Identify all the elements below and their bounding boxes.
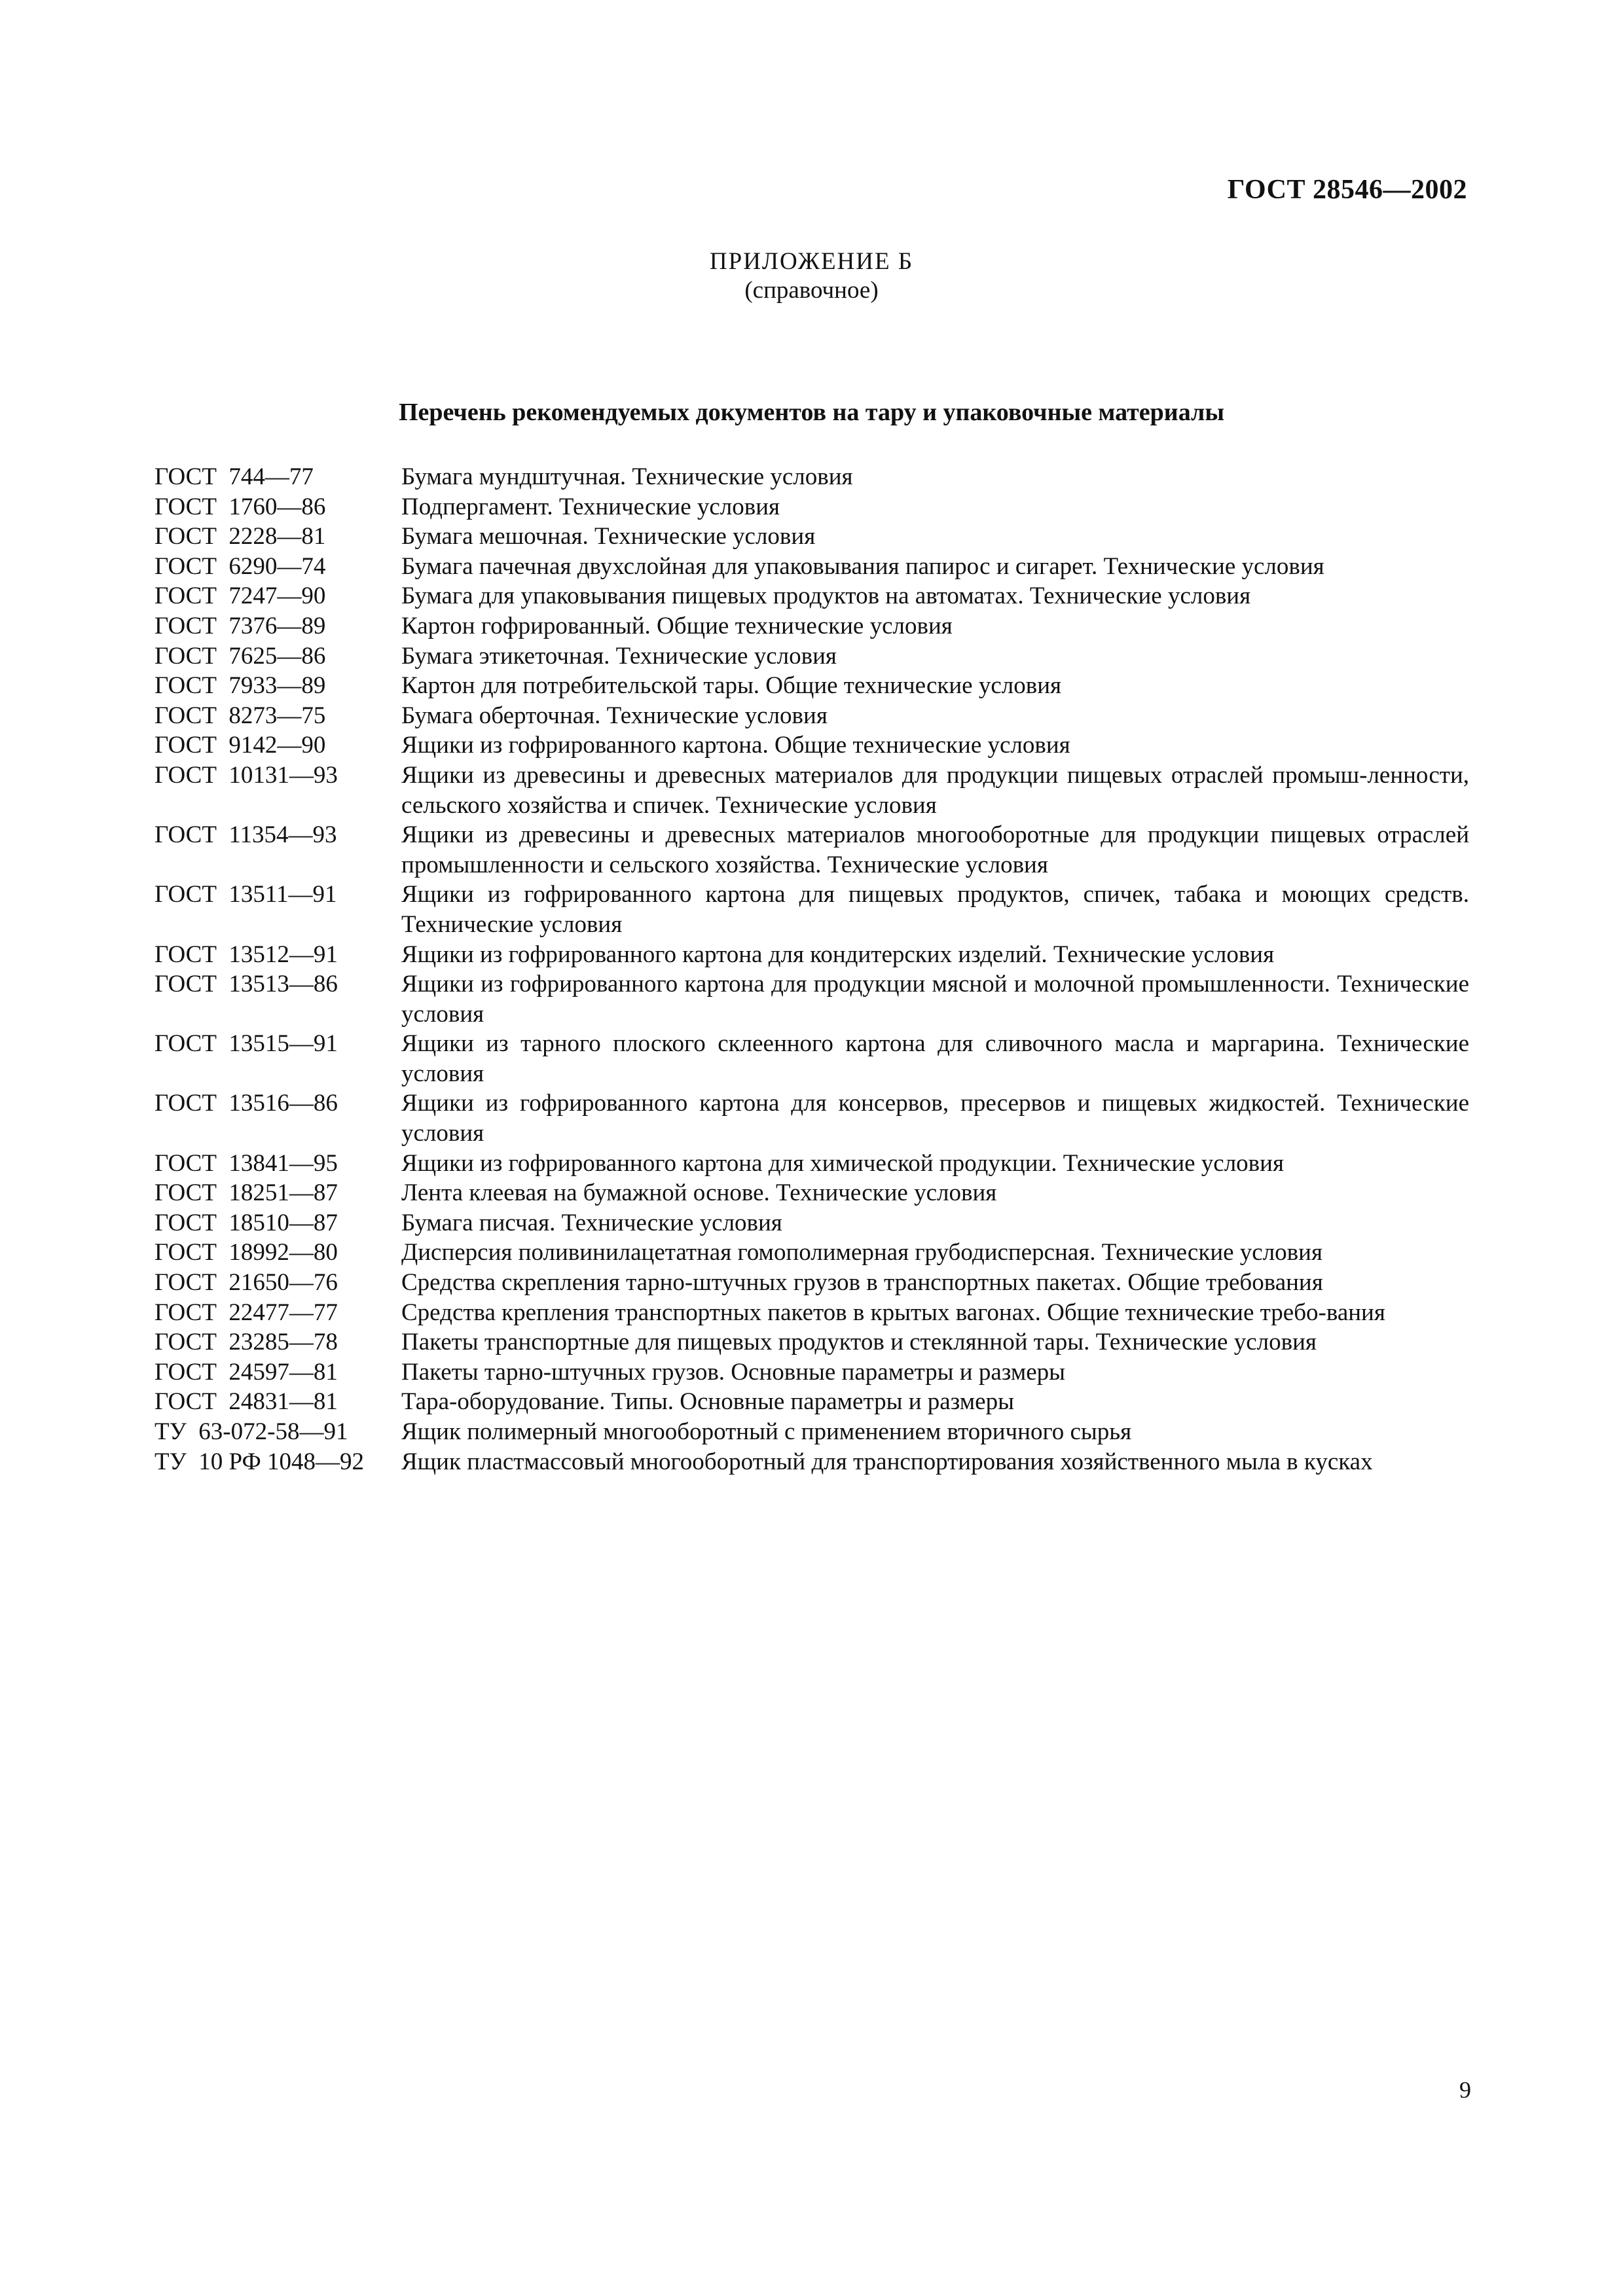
document-row bbox=[155, 671, 1469, 701]
document-row bbox=[155, 1417, 1469, 1447]
document-title: Средства скрепления тарно-штучных грузов в транспортных пакетах. Общие требования bbox=[401, 1269, 1323, 1297]
document-list bbox=[155, 462, 1469, 1477]
document-title: Пакеты транспортные для пищевых продуктов и стеклянной тары. Технические условия bbox=[401, 1329, 1317, 1356]
document-title: Ящик полимерный многооборотный с применением вторичного сырья bbox=[401, 1418, 1132, 1445]
document-row bbox=[155, 969, 1469, 1029]
document-code: ГОСТ 7933—89 bbox=[155, 672, 326, 700]
document-code: ГОСТ 10131—93 bbox=[155, 761, 338, 789]
document-code: ГОСТ 7247—90 bbox=[155, 583, 326, 610]
document-row bbox=[155, 552, 1469, 582]
document-code: ГОСТ 24831—81 bbox=[155, 1388, 338, 1416]
document-code: ГОСТ 18510—87 bbox=[155, 1209, 338, 1236]
document-code: ГОСТ 6290—74 bbox=[155, 552, 326, 580]
document-row bbox=[155, 522, 1469, 552]
document-row bbox=[155, 730, 1469, 761]
document-title: Ящики из тарного плоского склеенного картона для сливочного масла и маргарина. Технические условия bbox=[401, 1030, 1469, 1087]
document-title: Ящики из гофрированного картона для консервов, пресервов и пищевых жидкостей. Технические условия bbox=[401, 1090, 1469, 1147]
document-code: ГОСТ 744—77 bbox=[155, 463, 314, 490]
document-code: ГОСТ 1760—86 bbox=[155, 493, 326, 520]
document-title: Тара-оборудование. Типы. Основные параметры и размеры bbox=[401, 1388, 1014, 1416]
document-row bbox=[155, 1447, 1469, 1477]
document-title: Ящики из гофрированного картона. Общие технические условия bbox=[401, 732, 1070, 759]
document-row bbox=[155, 1029, 1469, 1088]
document-code: ГОСТ 22477—77 bbox=[155, 1299, 338, 1326]
document-title: Ящики из гофрированного картона для пищевых продуктов, спичек, табака и моющих средств. Технические условия bbox=[401, 881, 1469, 938]
document-title: Бумага писчая. Технические условия bbox=[401, 1209, 782, 1236]
document-code: ГОСТ 13512—91 bbox=[155, 941, 338, 968]
document-row bbox=[155, 1268, 1469, 1298]
document-row bbox=[155, 462, 1469, 492]
document-row bbox=[155, 1387, 1469, 1417]
document-code: ГОСТ 7376—89 bbox=[155, 612, 326, 639]
document-row bbox=[155, 641, 1469, 672]
standard-designation: ГОСТ 28546—2002 bbox=[1227, 175, 1467, 205]
document-title: Бумага этикеточная. Технические условия bbox=[401, 642, 837, 670]
document-row bbox=[155, 581, 1469, 611]
document-row bbox=[155, 1208, 1469, 1238]
document-code: ГОСТ 8273—75 bbox=[155, 702, 326, 729]
document-row bbox=[155, 701, 1469, 731]
document-row bbox=[155, 1238, 1469, 1268]
document-title: Бумага для упаковывания пищевых продуктов на автоматах. Технические условия bbox=[401, 583, 1251, 610]
document-code: ГОСТ 18992—80 bbox=[155, 1239, 338, 1266]
document-code: ГОСТ 13513—86 bbox=[155, 971, 338, 998]
document-title: Картон гофрированный. Общие технические условия bbox=[401, 612, 953, 639]
document-title: Средства крепления транспортных пакетов в крытых вагонах. Общие технические требо-вания bbox=[401, 1299, 1385, 1326]
appendix-subtitle: (справочное) bbox=[744, 277, 879, 304]
document-title: Подпергамент. Технические условия bbox=[401, 493, 780, 520]
document-code: ТУ 63-072-58—91 bbox=[155, 1418, 348, 1445]
list-heading: Перечень рекомендуемых документов на тару и упаковочные материалы bbox=[398, 399, 1225, 426]
page-number: 9 bbox=[1459, 2077, 1471, 2103]
document-row bbox=[155, 492, 1469, 522]
document-row bbox=[155, 940, 1469, 970]
document-code: ГОСТ 9142—90 bbox=[155, 732, 326, 759]
document-row bbox=[155, 880, 1469, 939]
document-code: ГОСТ 13516—86 bbox=[155, 1090, 338, 1117]
document-code: ГОСТ 24597—81 bbox=[155, 1358, 338, 1386]
document-row bbox=[155, 820, 1469, 880]
document-title: Ящики из гофрированного картона для продукции мясной и молочной промышленности. Технические условия bbox=[401, 971, 1469, 1028]
document-row bbox=[155, 1088, 1469, 1148]
document-title: Ящики из древесины и древесных материалов для продукции пищевых отраслей промыш-ленности, сельского хозяйства и спичек. Технические условия bbox=[401, 761, 1469, 819]
document-title: Бумага мешочная. Технические условия bbox=[401, 523, 816, 550]
document-title: Дисперсия поливинилацетатная гомополимерная грубодисперсная. Технические условия bbox=[401, 1239, 1322, 1266]
document-title: Ящики из гофрированного картона для кондитерских изделий. Технические условия bbox=[401, 941, 1275, 968]
document-code: ТУ 10 РФ 1048—92 bbox=[155, 1448, 364, 1475]
document-code: ГОСТ 13515—91 bbox=[155, 1030, 338, 1058]
document-row bbox=[155, 1327, 1469, 1357]
document-title: Бумага мундштучная. Технические условия bbox=[401, 463, 853, 490]
document-title: Ящики из гофрированного картона для химической продукции. Технические условия bbox=[401, 1149, 1284, 1177]
document-title: Пакеты тарно-штучных грузов. Основные параметры и размеры bbox=[401, 1358, 1066, 1386]
document-title: Лента клеевая на бумажной основе. Технические условия bbox=[401, 1179, 997, 1207]
document-row bbox=[155, 1149, 1469, 1179]
document-title: Бумага оберточная. Технические условия bbox=[401, 702, 828, 729]
document-code: ГОСТ 23285—78 bbox=[155, 1329, 338, 1356]
appendix-title: ПРИЛОЖЕНИЕ Б bbox=[709, 248, 914, 275]
document-row bbox=[155, 611, 1469, 641]
document-row bbox=[155, 1357, 1469, 1388]
document-code: ГОСТ 11354—93 bbox=[155, 821, 337, 849]
document-code: ГОСТ 21650—76 bbox=[155, 1269, 338, 1297]
document-title: Картон для потребительской тары. Общие технические условия bbox=[401, 672, 1062, 700]
document-row bbox=[155, 761, 1469, 820]
appendix-block bbox=[0, 247, 1623, 305]
document-code: ГОСТ 18251—87 bbox=[155, 1179, 338, 1207]
document-title: Ящики из древесины и древесных материалов многооборотные для продукции пищевых отраслей промышленности и сельского хозяйства. Технические условия bbox=[401, 821, 1469, 878]
document-row bbox=[155, 1178, 1469, 1208]
document-code: ГОСТ 7625—86 bbox=[155, 642, 326, 670]
document-code: ГОСТ 13511—91 bbox=[155, 881, 337, 908]
document-title: Бумага пачечная двухслойная для упаковывания папирос и сигарет. Технические условия bbox=[401, 552, 1324, 580]
document-code: ГОСТ 13841—95 bbox=[155, 1149, 338, 1177]
document-code: ГОСТ 2228—81 bbox=[155, 523, 326, 550]
document-title: Ящик пластмассовый многооборотный для транспортирования хозяйственного мыла в кусках bbox=[401, 1448, 1373, 1475]
document-row bbox=[155, 1298, 1469, 1328]
